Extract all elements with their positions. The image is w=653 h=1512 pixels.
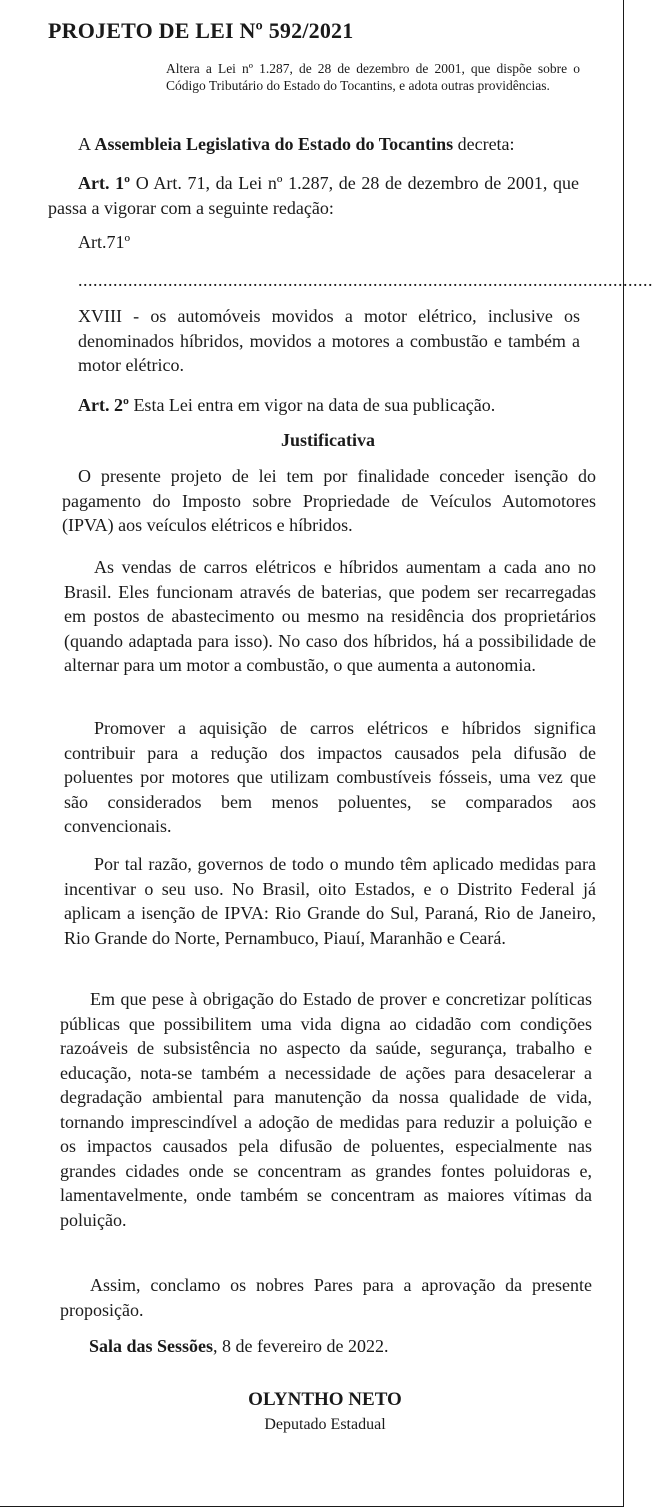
justification-heading: Justificativa (281, 430, 375, 450)
article-1-label: Art. 1º (78, 173, 131, 193)
justification-paragraph-3: Promover a aquisição de carros elétricos e híbridos significa contribuir para a redução dos impactos causados pela difusão de poluentes por motores que utilizam combustíveis fósseis, uma vez que são considerados bem menos poluentes, se comparados aos convencionais. (64, 718, 596, 836)
session-closing (89, 1334, 589, 1359)
article-2 (78, 393, 583, 418)
justification-paragraph-1: O presente projeto de lei tem por finalidade conceder isenção do pagamento do Imposto sobre Propriedade de Veículos Automotores (IPVA) aos veículos elétricos e híbridos. (62, 466, 596, 535)
article-2-text: Esta Lei entra em vigor na data de sua publicação. (128, 395, 496, 415)
article-1-text: O Art. 71, da Lei nº 1.287, de 28 de dezembro de 2001, que passa a vigorar com a seguinte redação: (48, 173, 579, 218)
signature-name: OLYNTHO NETO (248, 1389, 402, 1410)
justification-paragraph-4: Por tal razão, governos de todo o mundo têm aplicado medidas para incentivar o seu uso. No Brasil, oito Estados, e o Distrito Federal já aplicam a isenção de IPVA: Rio Grande do Sul, Paraná, Rio de Janeiro, Rio Grande do Norte, Pernambuco, Piauí, Maranhão e Ceará. (64, 854, 596, 948)
session-place: Sala das Sessões (89, 1336, 214, 1356)
justification-paragraph-6: Assim, conclamo os nobres Pares para a aprovação da presente proposição. (60, 1275, 592, 1320)
bill-summary: Altera a Lei nº 1.287, de 28 de dezembro de 2001, que dispõe sobre o Código Tributário do Estado do Tocantins, e adota outras providências. (166, 61, 580, 93)
article-2-label: Art. 2º (78, 395, 129, 415)
omission-dots: ................................................................................................................... (78, 270, 653, 290)
justification-paragraph-2: As vendas de carros elétricos e híbridos aumentam a cada ano no Brasil. Eles funcionam através de baterias, que podem ser recarregadas em postos de abastecimento ou mesmo na residência dos proprietários (quando adaptada para isso). No caso dos híbridos, há a possibilidade de alternar para um motor a combustão, o que aumenta a autonomia. (64, 557, 596, 675)
justification-paragraph-5: Em que pese à obrigação do Estado de prover e concretizar políticas públicas que possibilitem uma vida digna ao cidadão com condições razoáveis de subsistência no aspecto da saúde, segurança, trabalho e educação, nota-se também a necessidade de ações para desacelerar a degradação ambiental para manutenção da nossa qualidade de vida, tornando imprescindível a adoção de medidas para reduzir a poluição e os impactos causados pela difusão de poluentes, especialmente nas grandes cidades onde se concentram as grandes fontes poluidoras e, lamentavelmente, onde também se concentram as maiores vítimas da poluição. (60, 989, 592, 1230)
signature-role: Deputado Estadual (264, 1416, 386, 1433)
article-1 (48, 171, 579, 220)
preamble (78, 132, 583, 157)
preamble-prefix: A (78, 134, 95, 154)
bill-title: PROJETO DE LEI Nº 592/2021 (48, 18, 354, 43)
session-date: , 8 de fevereiro de 2022. (213, 1336, 389, 1356)
institution-name: Assembleia Legislativa do Estado do Tocantins (94, 134, 454, 154)
article-1-item-xviii: XVIII - os automóveis movidos a motor elétrico, inclusive os denominados híbridos, movidos a motores a combustão e também a motor elétrico. (78, 306, 580, 375)
cited-article: Art.71º (78, 232, 131, 252)
preamble-suffix: decreta: (453, 134, 515, 154)
